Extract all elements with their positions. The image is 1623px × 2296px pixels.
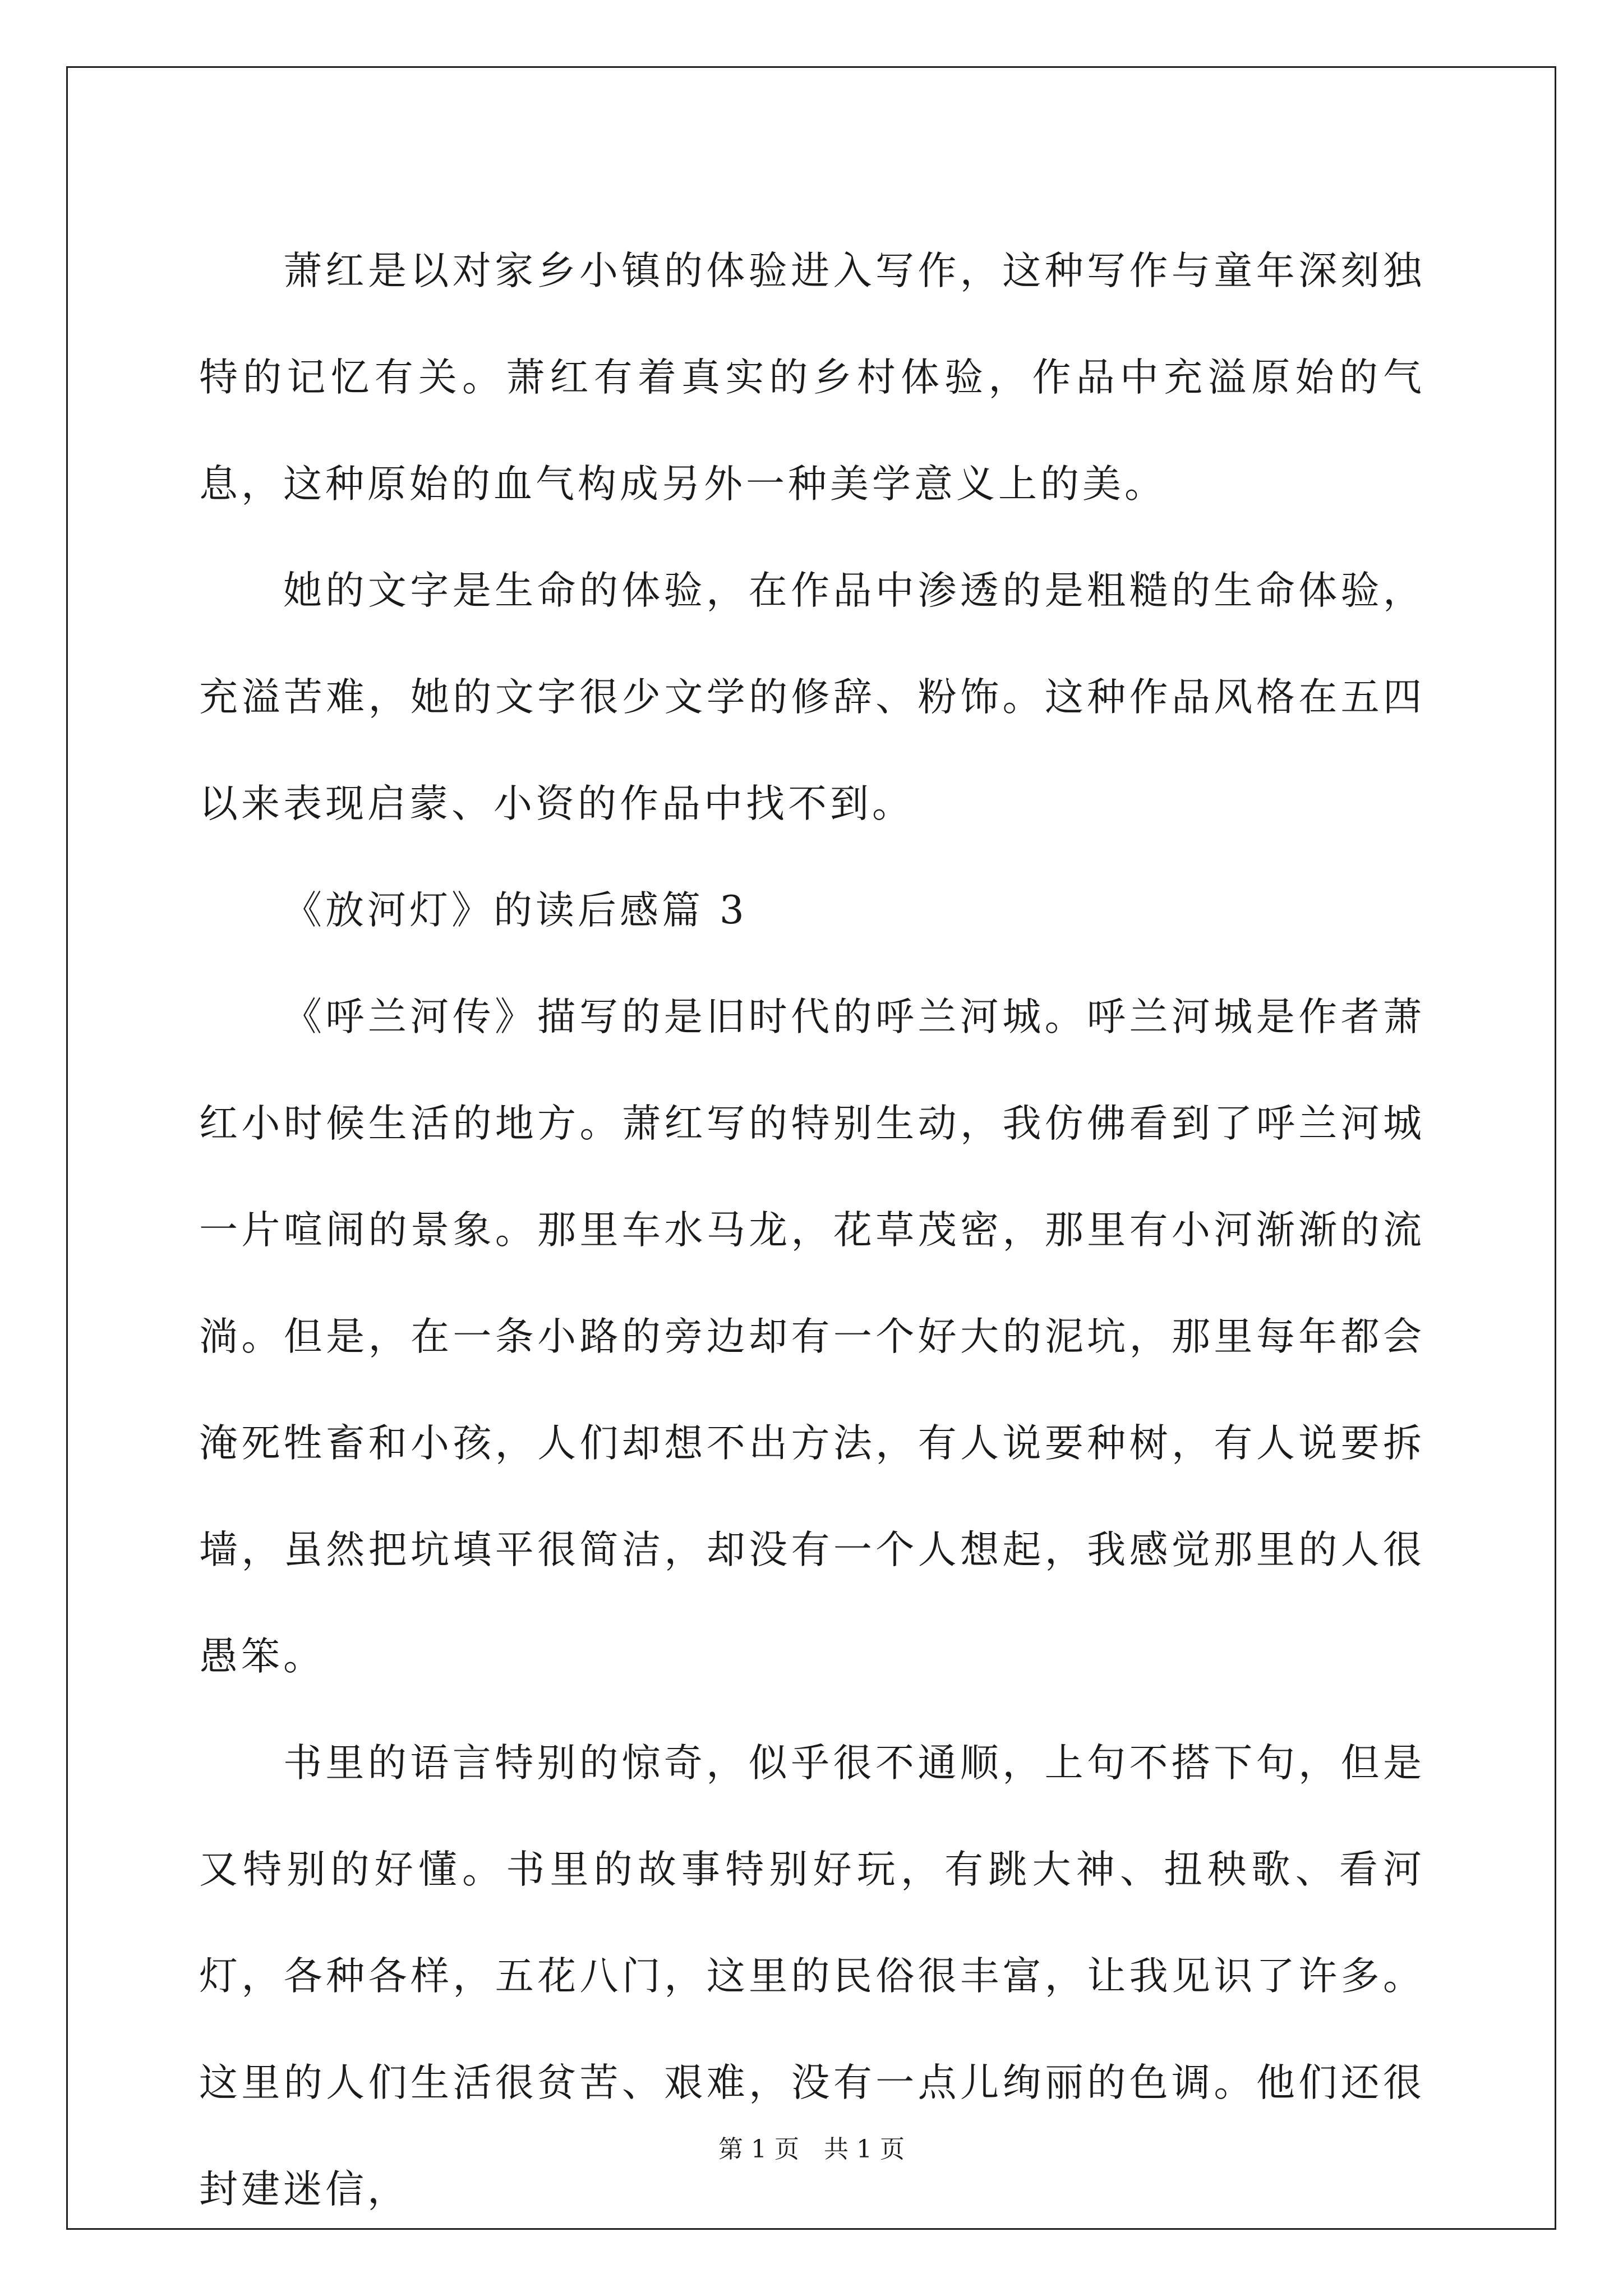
page-footer: 第 1 页 共 1 页 bbox=[718, 2135, 905, 2164]
paragraph: 萧红是以对家乡小镇的体验进入写作，这种写作与童年深刻独特的记忆有关。萧红有着真实的乡村体验，作品中充溢原始的气息，这种原始的血气构成另外一种美学意义上的美。 bbox=[199, 249, 1425, 507]
paragraph: 《呼兰河传》描写的是旧时代的呼兰河城。呼兰河城是作者萧红小时候生活的地方。萧红写的特别生动，我仿佛看到了呼兰河城一片喧闹的景象。那里车水马龙，花草茂密，那里有小河渐渐的流淌。但是，在一条小路的旁边却有一个好大的泥坑，那里每年都会淹死牲畜和小孩，人们却想不出方法，有人说要种树，有人说要拆墙，虽然把坑填平很简洁，却没有一个人想起，我感觉那里的人很愚笨。 bbox=[199, 995, 1425, 1679]
paragraph: 她的文字是生命的体验，在作品中渗透的是粗糙的生命体验，充溢苦难，她的文字很少文学的修辞、粉饰。这种作品风格在五四以来表现启蒙、小资的作品中找不到。 bbox=[199, 568, 1425, 826]
document-body bbox=[199, 218, 1425, 2243]
paragraph: 书里的语言特别的惊奇，似乎很不通顺，上句不搭下句，但是又特别的好懂。书里的故事特别好玩，有跳大神、扭秧歌、看河灯，各种各样，五花八门，这里的民俗很丰富，让我见识了许多。这里的人们生活很贫苦、艰难，没有一点儿绚丽的色调。他们还很封建迷信， bbox=[199, 1741, 1425, 2212]
section-heading: 《放河灯》的读后感篇 3 bbox=[283, 888, 748, 933]
